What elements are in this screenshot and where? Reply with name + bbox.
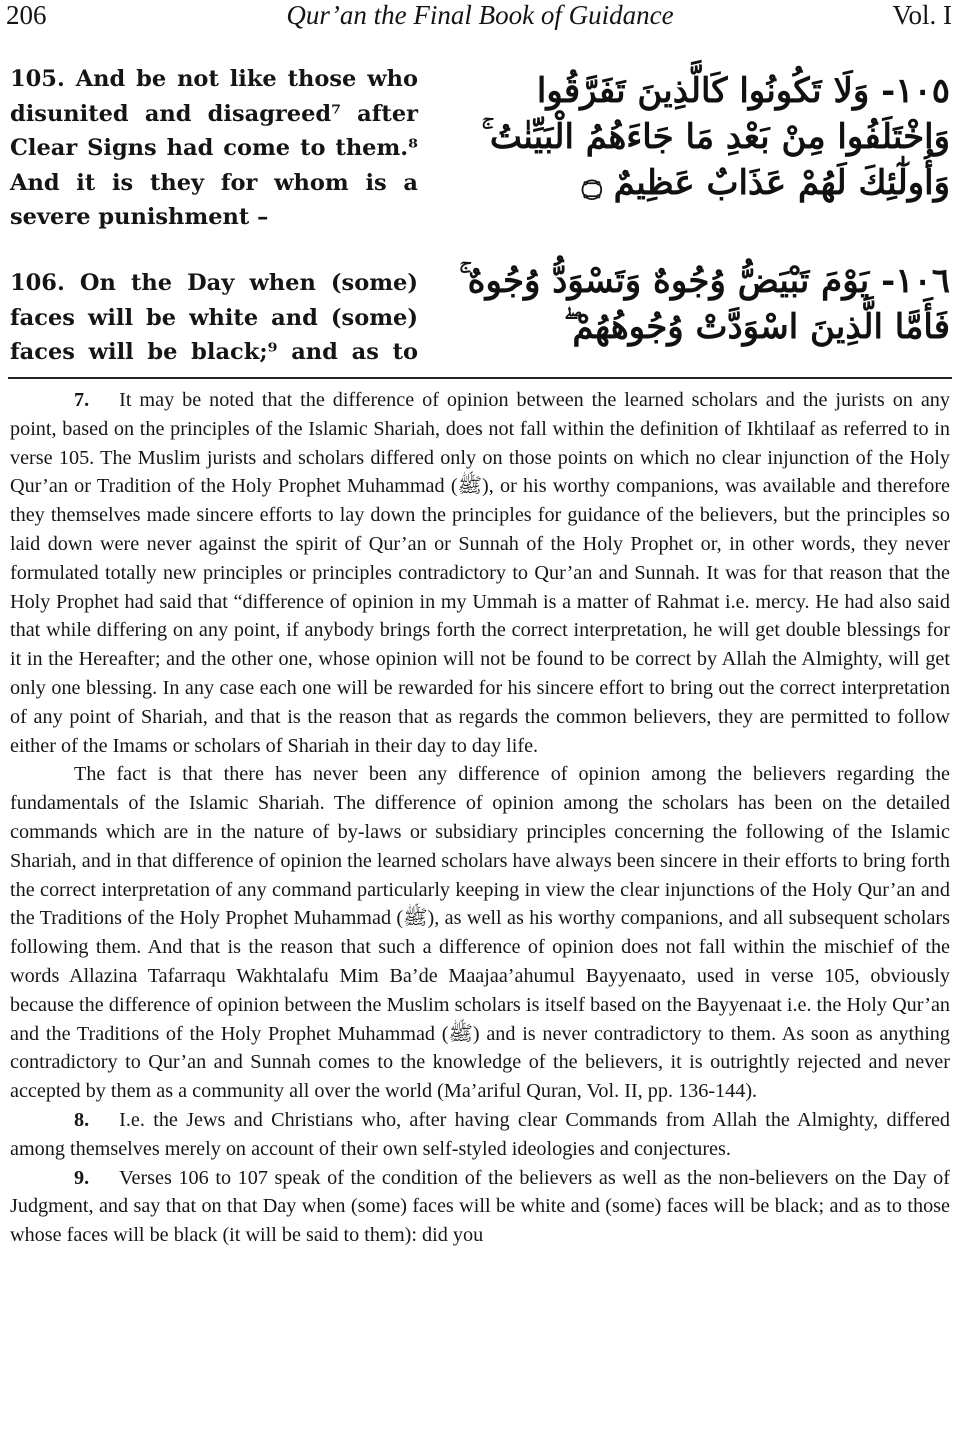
footnote-8 <box>10 1106 950 1164</box>
verse-line: 105. And be not like those who <box>10 66 418 92</box>
verse-line: Clear Signs had come to them.⁸ <box>10 135 418 161</box>
footnote-number: 7. <box>74 389 90 411</box>
footnote-9 <box>10 1164 950 1250</box>
verse-105-arabic <box>440 68 950 206</box>
verse-line: severe punishment – <box>10 204 269 230</box>
verse-line: faces will be white and (some) <box>10 304 418 331</box>
arabic-line: فَأَمَّا الَّذِينَ اسْوَدَّتْ وُجُوهُهُمْ ۖ <box>563 307 950 347</box>
verse-106-translation <box>10 266 418 370</box>
arabic-line: ١٠٥- وَلَا تَكُونُوا كَالَّذِينَ تَفَرَّقُوا <box>536 71 950 111</box>
footnote-7 <box>10 386 950 760</box>
verse-line: disunited and disagreed⁷ after <box>10 100 418 127</box>
verse-106-arabic <box>440 258 950 350</box>
footnote-number: 8. <box>74 1108 90 1131</box>
verse-105-translation <box>10 62 418 235</box>
arabic-line: ١٠٦- يَوْمَ تَبْيَضُّ وُجُوهٌ وَتَسْوَدُّ وُجُوهٌ ۚ <box>459 261 950 301</box>
arabic-line: وَاخْتَلَفُوا مِنْ بَعْدِ مَا جَاءَهُمُ الْبَيِّنٰتُ ۚ <box>481 117 950 157</box>
volume-label: Vol. I <box>892 0 952 30</box>
footnote-divider <box>8 377 952 379</box>
footnote-text: It may be noted that the difference of opinion between the learned scholars and the jurists on any point, based on the principles of the Islamic Shariah, does not fall within the definition of Ikhtilaaf as referred to in verse 105. The Muslim jurists and scholars differed only on those points on which no clear injunction of the Holy Qur’an or Tradition of the Holy Prophet Muhammad (ﷺ), or his worthy companions, was available and therefore they themselves made sincere efforts to lay down the principles for guidance of the believers, but the principles so laid down were never against the spirit of Qur’an or Sunnah of the Holy Prophet or, in other words, they never formulated totally new principles or principles contradictory to Qur’an and Sunnah. It was for that reason that the Holy Prophet had said that “difference of opinion in my Ummah is a matter of Rahmat i.e. mercy. He had also said that while differing on any point, if anybody brings forth the correct interpretation, he will get double blessings for it in the Hereafter; and the other one, whose opinion will not be found to be correct by Allah the Almighty, will get only one blessing. In any case each one will be rewarded for his sincere effort to bring out the correct interpretation of any point of Shariah, and that is the reason that as regards the common believers, they are permitted to follow either of the Imams or scholars of Shariah in their day to day life. <box>10 389 951 757</box>
footnote-text: Verses 106 to 107 speak of the condition of the believers as well as the non-believers on the Day of Judgment, and say that on that Day when (some) faces will be white and (some) faces will be black; and as to those whose faces will be black (it will be said to them): did you <box>10 1166 950 1247</box>
verse-line: faces will be black;⁹ and as to <box>10 339 418 365</box>
footnote-number: 9. <box>74 1166 90 1189</box>
footnote-text: I.e. the Jews and Christians who, after having clear Commands from Allah the Almighty, differed among themselves merely on account of their own self-styled ideologies and conjectures. <box>10 1108 950 1160</box>
footnotes <box>10 386 950 1250</box>
footnote-7-continued: The fact is that there has never been any difference of opinion among the believers regarding the fundamentals of the Islamic Shariah. The difference of opinion among the scholars has been on the detailed commands which are in the nature of by-laws or subsidiary principles concerning the following of the Islamic Shariah, and in that difference of opinion the learned scholars have always been sincere in their efforts to bring forth the correct interpretation of any command particularly keeping in view the clear injunctions of the Holy Qur’an and the Traditions of the Holy Prophet Muhammad (ﷺ), as well as his worthy companions, and all subsequent scholars following them. And that is the reason that such a difference of opinion does not fall within the mischief of the words Allazina Tafarraqu Wakhtalafu Mim Ba’de Maajaa’ahumul Bayyenaato, used in verse 105, obviously because the difference of opinion between the Muslim scholars is itself based on the Bayyenaat i.e. the Holy Qur’an and the Traditions of the Holy Prophet Muhammad (ﷺ) and is never contradictory to them. As soon as anything contradictory to Qur’an and Sunnah comes to the knowledge of the believers, it is outrightly rejected and never accepted by them as a community all over the world (Ma’ariful Quran, Vol. II, pp. 136-144). <box>10 763 950 1103</box>
arabic-line: وَأُولٰٓئِكَ لَهُمْ عَذَابٌ عَظِيمٌ ۝ <box>581 163 950 203</box>
verse-section <box>0 62 960 380</box>
verse-line: 106. On the Day when (some) <box>10 270 418 296</box>
page-header <box>0 0 960 38</box>
running-title: Qur’an the Final Book of Guidance <box>286 0 674 30</box>
page-number: 206 <box>6 0 47 30</box>
verse-line: And it is they for whom is a <box>10 169 418 196</box>
